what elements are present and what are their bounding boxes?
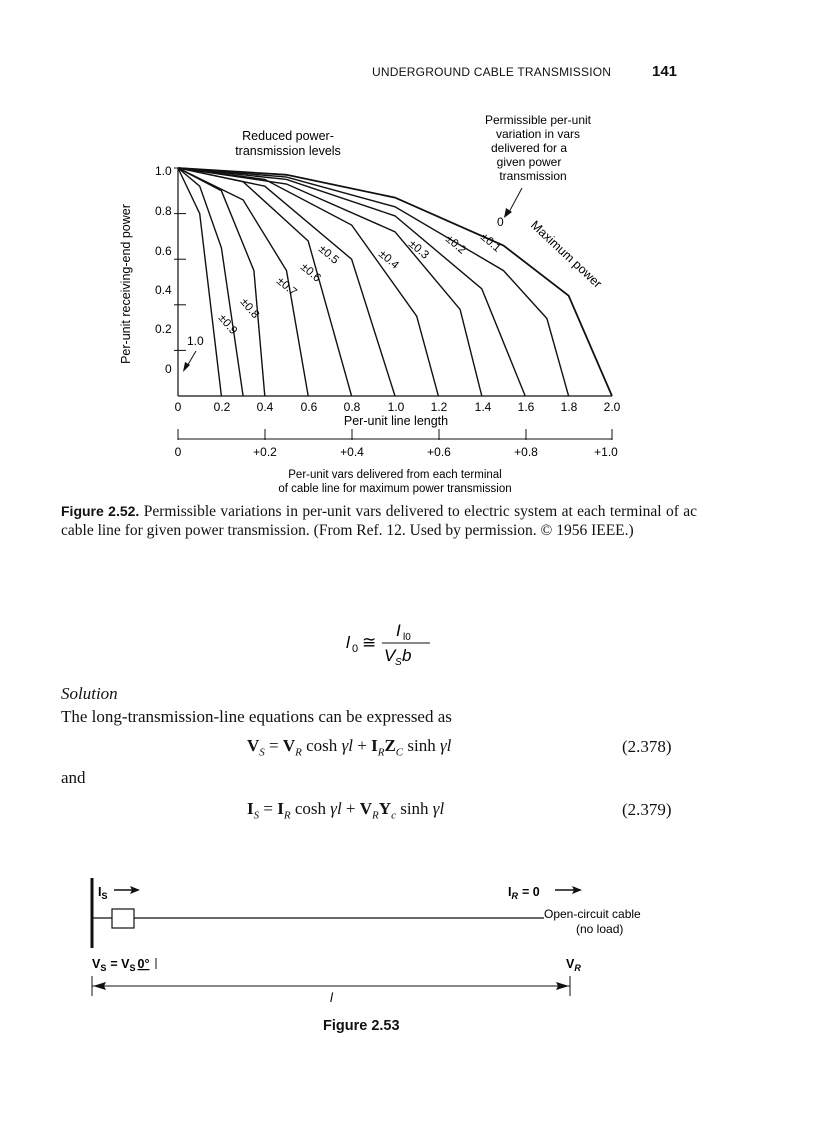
curve-maximumpower <box>178 168 612 396</box>
x-tick-label: 1.8 <box>560 400 578 414</box>
open-circuit-label: (no load) <box>576 922 624 936</box>
scale-tick-label: 0 <box>174 445 182 459</box>
y-tick-marks <box>174 168 186 350</box>
curve-0-8 <box>178 168 243 396</box>
scale-title: Per-unit vars delivered from each terminal <box>288 469 502 481</box>
eq-num: I <box>396 621 401 640</box>
x-tick-label: 1.0 <box>387 400 405 414</box>
scale-tick-label: +1.0 <box>594 445 618 459</box>
eq-rel: ≅ <box>362 633 377 652</box>
reduced-power-label: Reduced power- <box>242 129 334 143</box>
x-tick-label: 1.6 <box>517 400 535 414</box>
curve-0-2 <box>178 168 482 396</box>
is-label: $I_S$ <box>98 885 108 901</box>
x-tick-label: 0.4 <box>256 400 274 414</box>
curve-label: ±0.7 <box>274 275 299 299</box>
x-tick-label: 0.2 <box>213 400 231 414</box>
vr-label: $V_R$ <box>566 957 581 973</box>
curve-label: ±0.9 <box>215 312 240 338</box>
figure-2-53 <box>0 860 816 1020</box>
x-tick-label: 0.6 <box>300 400 318 414</box>
curve-label: ±0.5 <box>316 243 341 267</box>
eq-den-sub: S <box>395 657 402 668</box>
y-tick-label: 0.2 <box>155 322 172 336</box>
vars-scale <box>178 429 612 440</box>
eq-lhs: l <box>346 633 350 652</box>
scale-tick-label: +0.2 <box>253 445 277 459</box>
scale-tick-label: +0.4 <box>340 445 364 459</box>
solution-intro: The long-transmission-line equations can be expressed as <box>61 707 452 726</box>
x-tick-label: 0.8 <box>343 400 361 414</box>
figure-label: Figure 2.52. <box>61 503 140 519</box>
y-tick-label: 0.4 <box>155 283 172 297</box>
y-tick-label: 1.0 <box>155 164 172 178</box>
x-tick-label: 1.4 <box>474 400 492 414</box>
y-tick-label: 0.8 <box>155 204 172 218</box>
permissible-label: given power <box>496 155 562 169</box>
curve-0-7 <box>178 168 265 396</box>
source-box <box>112 909 134 928</box>
figure-2-53-caption: Figure 2.53 <box>323 1018 400 1034</box>
eq-num-sub: l0 <box>403 632 411 643</box>
curve-label: ±0.6 <box>298 261 323 285</box>
ir-label: $I_R = 0$ <box>508 885 540 901</box>
caption-text: Permissible variations in per-unit vars delivered to electric system at each terminal of ac cable line for given power transmission. (From Ref. 12. Used by permission. © 1956 IEEE.) <box>61 503 698 539</box>
x-tick-label: 2.0 <box>603 400 621 414</box>
curve-label: 0 <box>497 215 504 229</box>
figure-2-52 <box>0 0 816 500</box>
vs-label: $V_S = V_S$ 0° <box>92 957 150 973</box>
solution-heading: Solution <box>61 684 118 703</box>
y-tick-label: 0 <box>165 362 172 376</box>
equation-number: (2.379) <box>622 800 672 819</box>
curve-group <box>178 168 612 396</box>
x-tick-label: 1.2 <box>430 400 448 414</box>
curve-label: ±0.1 <box>478 231 503 255</box>
curve-0 <box>178 168 569 396</box>
page-number: 141 <box>652 63 678 80</box>
curve-label: ±0.4 <box>376 248 401 272</box>
max-power-label: Maximum power <box>527 217 605 291</box>
scale-title: of cable line for maximum power transmission <box>278 483 512 495</box>
curve-label: ±0.8 <box>237 296 262 322</box>
curve-0-5 <box>178 168 352 396</box>
scale-tick-label: +0.8 <box>514 445 538 459</box>
plot-frame <box>178 168 612 396</box>
curve-0-9 <box>178 168 221 396</box>
figure-2-52-caption <box>61 502 697 540</box>
equation-l0 <box>340 618 460 668</box>
x-tick-label: 0 <box>174 400 182 414</box>
curve-label: 1.0 <box>187 334 204 348</box>
equation-2-379: $I_S = I_R$ $\cosh \gamma l + V_RY_c$ sinh γl <box>247 799 445 822</box>
length-label: l <box>330 990 333 1005</box>
equation-number: (2.378) <box>622 737 672 756</box>
permissible-label: delivered for a <box>490 141 568 155</box>
eq-den: V <box>384 646 396 665</box>
eq-lhs-sub: 0 <box>352 643 359 655</box>
reduced-power-label: transmission levels <box>235 144 341 158</box>
y-tick-label: 0.6 <box>155 244 172 258</box>
scale-tick-label: +0.6 <box>427 445 451 459</box>
permissible-label: Permissible per-unit <box>484 113 592 127</box>
open-circuit-label: Open-circuit cable <box>544 907 641 921</box>
permissible-arrow <box>508 188 522 214</box>
equation-2-378: $V_S = V_R$ $\cosh \gamma l + I_RZ_C$ sinh γl <box>247 736 452 759</box>
y-axis-title: Per-unit receiving-end power <box>119 204 133 364</box>
running-head: UNDERGROUND CABLE TRANSMISSION <box>372 65 612 79</box>
permissible-label: transmission <box>499 169 567 183</box>
eq-den-tail: b <box>402 646 412 665</box>
x-axis-title: Per-unit line length <box>343 414 449 428</box>
curve-label: ±0.3 <box>406 238 431 262</box>
curve-label: ±0.2 <box>443 233 468 257</box>
and-word: and <box>61 768 86 787</box>
permissible-label: variation in vars <box>495 127 581 141</box>
